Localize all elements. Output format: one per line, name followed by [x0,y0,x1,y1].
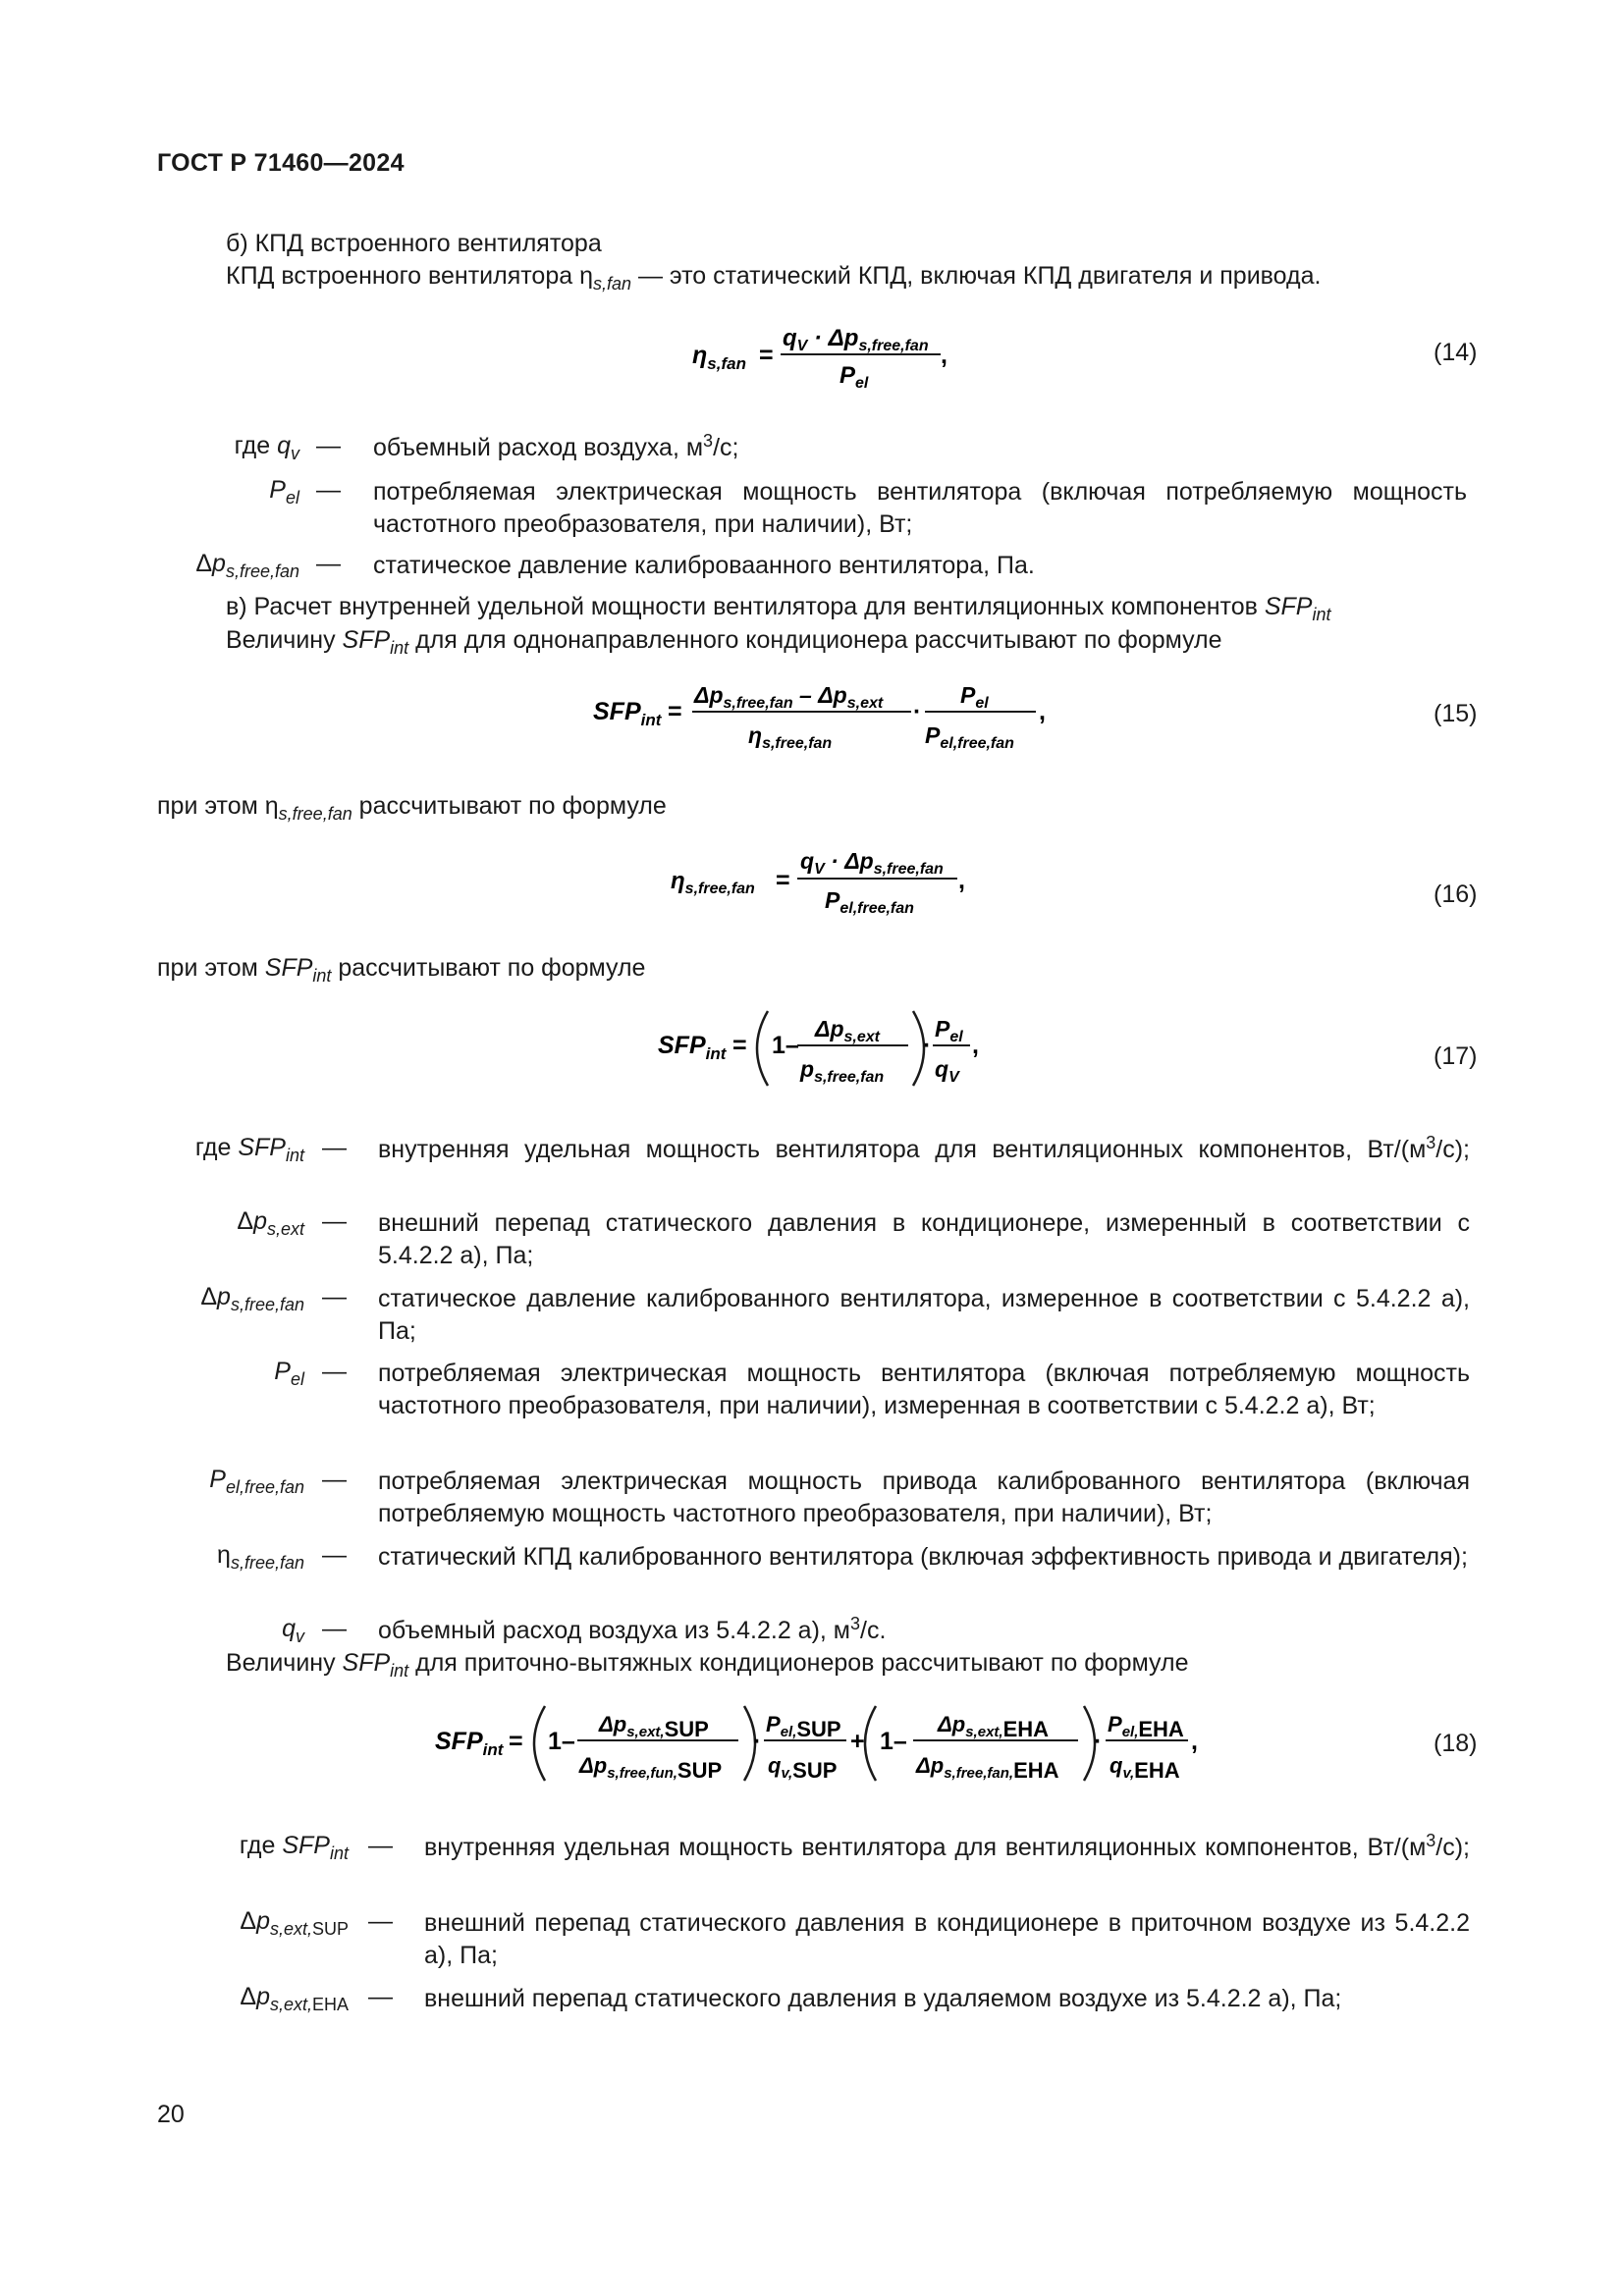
svg-text:Pel: $P_{el}$ [839,362,869,392]
def1-text-pel: потребляемая электрическая мощность вентилятора (включая потребляемую мощность частотного преобразователя, при наличии), Вт; [373,478,1467,538]
svg-text:=: = [776,867,790,894]
def3-symbol-dpeha: $\Delta p_{s,ext,EHA}$ [240,1983,349,2014]
svg-text:Pel,SUP: $P_{el,}SUP$ [766,1712,841,1741]
svg-text:qv,SUP: $q_{v,}SUP$ [768,1753,838,1783]
svg-text:ηs,free,fan: $\eta_{s,free,fan}$ [748,722,833,752]
eta-intro: при этом $\eta_{s,free,fan}$ рассчитывают по формуле [157,792,667,824]
dash: — [322,1615,347,1642]
def1-symbol-qv: где $q_v$ [234,432,299,463]
svg-text:·: · [913,698,922,725]
def1-symbol-pel: $P_{el}$ [269,476,299,507]
svg-text:+: + [850,1728,865,1755]
svg-text:qV: $q_V$ [935,1056,959,1086]
dash: — [368,1832,393,1859]
eq14-number: (14) [1434,339,1478,366]
dash: — [316,432,341,459]
def3-text-sfp: внутренняя удельная мощность вентилятора для вентиляционных компонентов, $Вт/(м^3/с)$; [424,1831,1470,1861]
svg-text:=: = [509,1728,523,1755]
eq17-number: (17) [1434,1042,1478,1070]
def2-text-qv: объемный расход воздуха из 5.4.2.2 а), $м^3/с$. [378,1614,887,1644]
svg-text:=: = [759,342,774,369]
svg-text:SFPint: $SFP_{int}$ [658,1032,727,1063]
def2-symbol-eta: $\eta_{s,free,fan}$ [217,1541,304,1573]
section-v-title: в) Расчет внутренней удельной мощности вентилятора для вентиляционных компонентов $SFP_{int}$ [226,593,1331,624]
def2-text-sfp: внутренняя удельная мощность вентилятора для вентиляционных компонентов, $Вт/(м^3/с)$; [378,1133,1470,1163]
def3-text-dpsup: внешний перепад статического давления в кондиционере в приточном воздухе из 5.4.2.2 а), Па; [424,1909,1470,1969]
svg-text:Pel: $P_{el}$ [960,682,989,712]
def2-text-dpsext: внешний перепад статического давления в кондиционере, измеренный в соответствии с 5.4.2.2 а), Па; [378,1209,1470,1269]
dash: — [368,1907,393,1935]
sfp-intro: при этом $SFP_{int}$ рассчитывают по формуле [157,954,646,986]
svg-text:Pel,free,fan: $P_{el,free,fan}$ [925,722,1014,752]
def2-symbol-qv: $q_v$ [282,1615,304,1646]
svg-text:qV · Δps,free,fan: $q_V \cdot \Delta p_{s,free,fan}$ [800,848,944,878]
def1-text-qv: объемный расход воздуха, $м^3/с$; [373,431,739,461]
section-b-text: КПД встроенного вентилятора $\eta_{s,fan}$ — это статический КПД, включая КПД двигателя и привода. [226,262,1322,294]
svg-text:Pel,EHA: $P_{el,}EHA$ [1108,1712,1184,1741]
svg-text:Δps,ext,EHA: $\Delta p_{s,ext,}EHA$ [938,1712,1050,1741]
dash: — [322,1134,347,1161]
supply-intro: Величину $SFP_{int}$ для приточно-вытяжных кондиционеров рассчитывают по формуле [226,1649,1189,1681]
svg-text:ηs,free,fan: $\eta_{s,free,fan}$ [671,868,755,897]
svg-text:,: , [958,867,965,894]
svg-text:qV · Δps,free,fan: $q_V \cdot \Delta p_{s,free,fan}$ [783,325,929,354]
svg-text:·: · [923,1032,932,1059]
svg-text:ηs,fan: $\eta_{s,fan}$ [692,342,746,373]
dash: — [322,1541,347,1569]
svg-text:Δps,ext,SUP: $\Delta p_{s,ext,}SUP$ [599,1712,709,1741]
def2-text-pel: потребляемая электрическая мощность вентилятора (включая потребляемую мощность частотного преобразователя, при наличии), измеренная в соответствии с 5.4.2.2 а), Вт; [378,1360,1470,1419]
svg-text:Δps,free,fan,EHA: $\Delta p_{s,free,fan,}EHA$ [916,1753,1059,1783]
svg-text:=: = [668,698,682,725]
def2-text-eta: статический КПД калиброванного вентилятора (включая эффективность привода и двигателя); [378,1543,1468,1571]
eq18-number: (18) [1434,1730,1478,1757]
def3-text-dpeha: внешний перепад статического давления в удаляемом воздухе из 5.4.2.2 а), Па; [424,1985,1342,2012]
svg-text:,: , [972,1032,979,1059]
svg-text:·: · [1094,1728,1103,1755]
svg-text:Δps,ext: $\Delta p_{s,ext}$ [815,1016,880,1045]
svg-text:SFPint: $SFP_{int}$ [435,1728,504,1759]
svg-text:,: , [1039,698,1046,725]
page-number: 20 [157,2101,185,2128]
svg-text:Δps,free,fun,SUP: $\Delta p_{s,free,fun,}SUP$ [579,1753,723,1783]
svg-text:Δps,free,fan – Δps,ext: $\Delta p_{s,free,fan} - \Delta p_{s,ext}$ [694,682,884,712]
def1-text-dps: статическое давление калиброваанного вентилятора, Па. [373,552,1035,579]
svg-text:,: , [1191,1728,1198,1755]
svg-text:ps,free,fan: $p_{s,free,fan}$ [800,1056,885,1086]
svg-text:1–: 1– [772,1032,799,1059]
dash: — [322,1466,347,1493]
dash: — [322,1283,347,1310]
def1-symbol-dps: $\Delta p_{s,free,fan}$ [195,550,299,581]
section-b-title: б) КПД встроенного вентилятора [226,230,602,257]
def2-symbol-pel: $P_{el}$ [274,1358,304,1389]
svg-text:1–: 1– [548,1728,575,1755]
document-header: ГОСТ Р 71460—2024 [157,149,405,177]
def2-text-pelfree: потребляемая электрическая мощность привода калиброванного вентилятора (включая потребляемую мощность частотного преобразователя, при наличии), Вт; [378,1468,1470,1527]
svg-text:,: , [941,342,947,369]
dash: — [316,476,341,504]
dash: — [368,1983,393,2010]
def2-symbol-pelfree: $P_{el,free,fan}$ [209,1466,304,1497]
svg-text:1–: 1– [880,1728,907,1755]
eq16-number: (16) [1434,881,1478,908]
svg-text:=: = [732,1032,747,1059]
def2-symbol-dpsext: $\Delta p_{s,ext}$ [237,1207,304,1239]
def2-symbol-dpsfree: $\Delta p_{s,free,fan}$ [200,1283,304,1314]
section-v-text: Величину $SFP_{int}$ для для однонаправленного кондиционера рассчитывают по формуле [226,626,1222,658]
def3-symbol-dpsup: $\Delta p_{s,ext,SUP}$ [240,1907,349,1939]
svg-text:Pel,free,fan: $P_{el,free,fan}$ [825,887,914,917]
def2-symbol-sfp: где $SFP_{int}$ [194,1134,304,1165]
svg-text:qv,EHA: $q_{v,}EHA$ [1110,1753,1180,1783]
def3-symbol-sfp: где $SFP_{int}$ [239,1832,349,1863]
def2-text-dpsfree: статическое давление калиброванного вентилятора, измеренное в соответствии с 5.4.2.2 а), Па; [378,1285,1470,1345]
eq15-number: (15) [1434,700,1478,727]
svg-text:SFPint: $SFP_{int}$ [593,698,662,729]
dash: — [322,1207,347,1235]
dash: — [322,1358,347,1385]
svg-text:·: · [753,1728,762,1755]
svg-text:Pel: $P_{el}$ [935,1016,963,1045]
dash: — [316,550,341,577]
